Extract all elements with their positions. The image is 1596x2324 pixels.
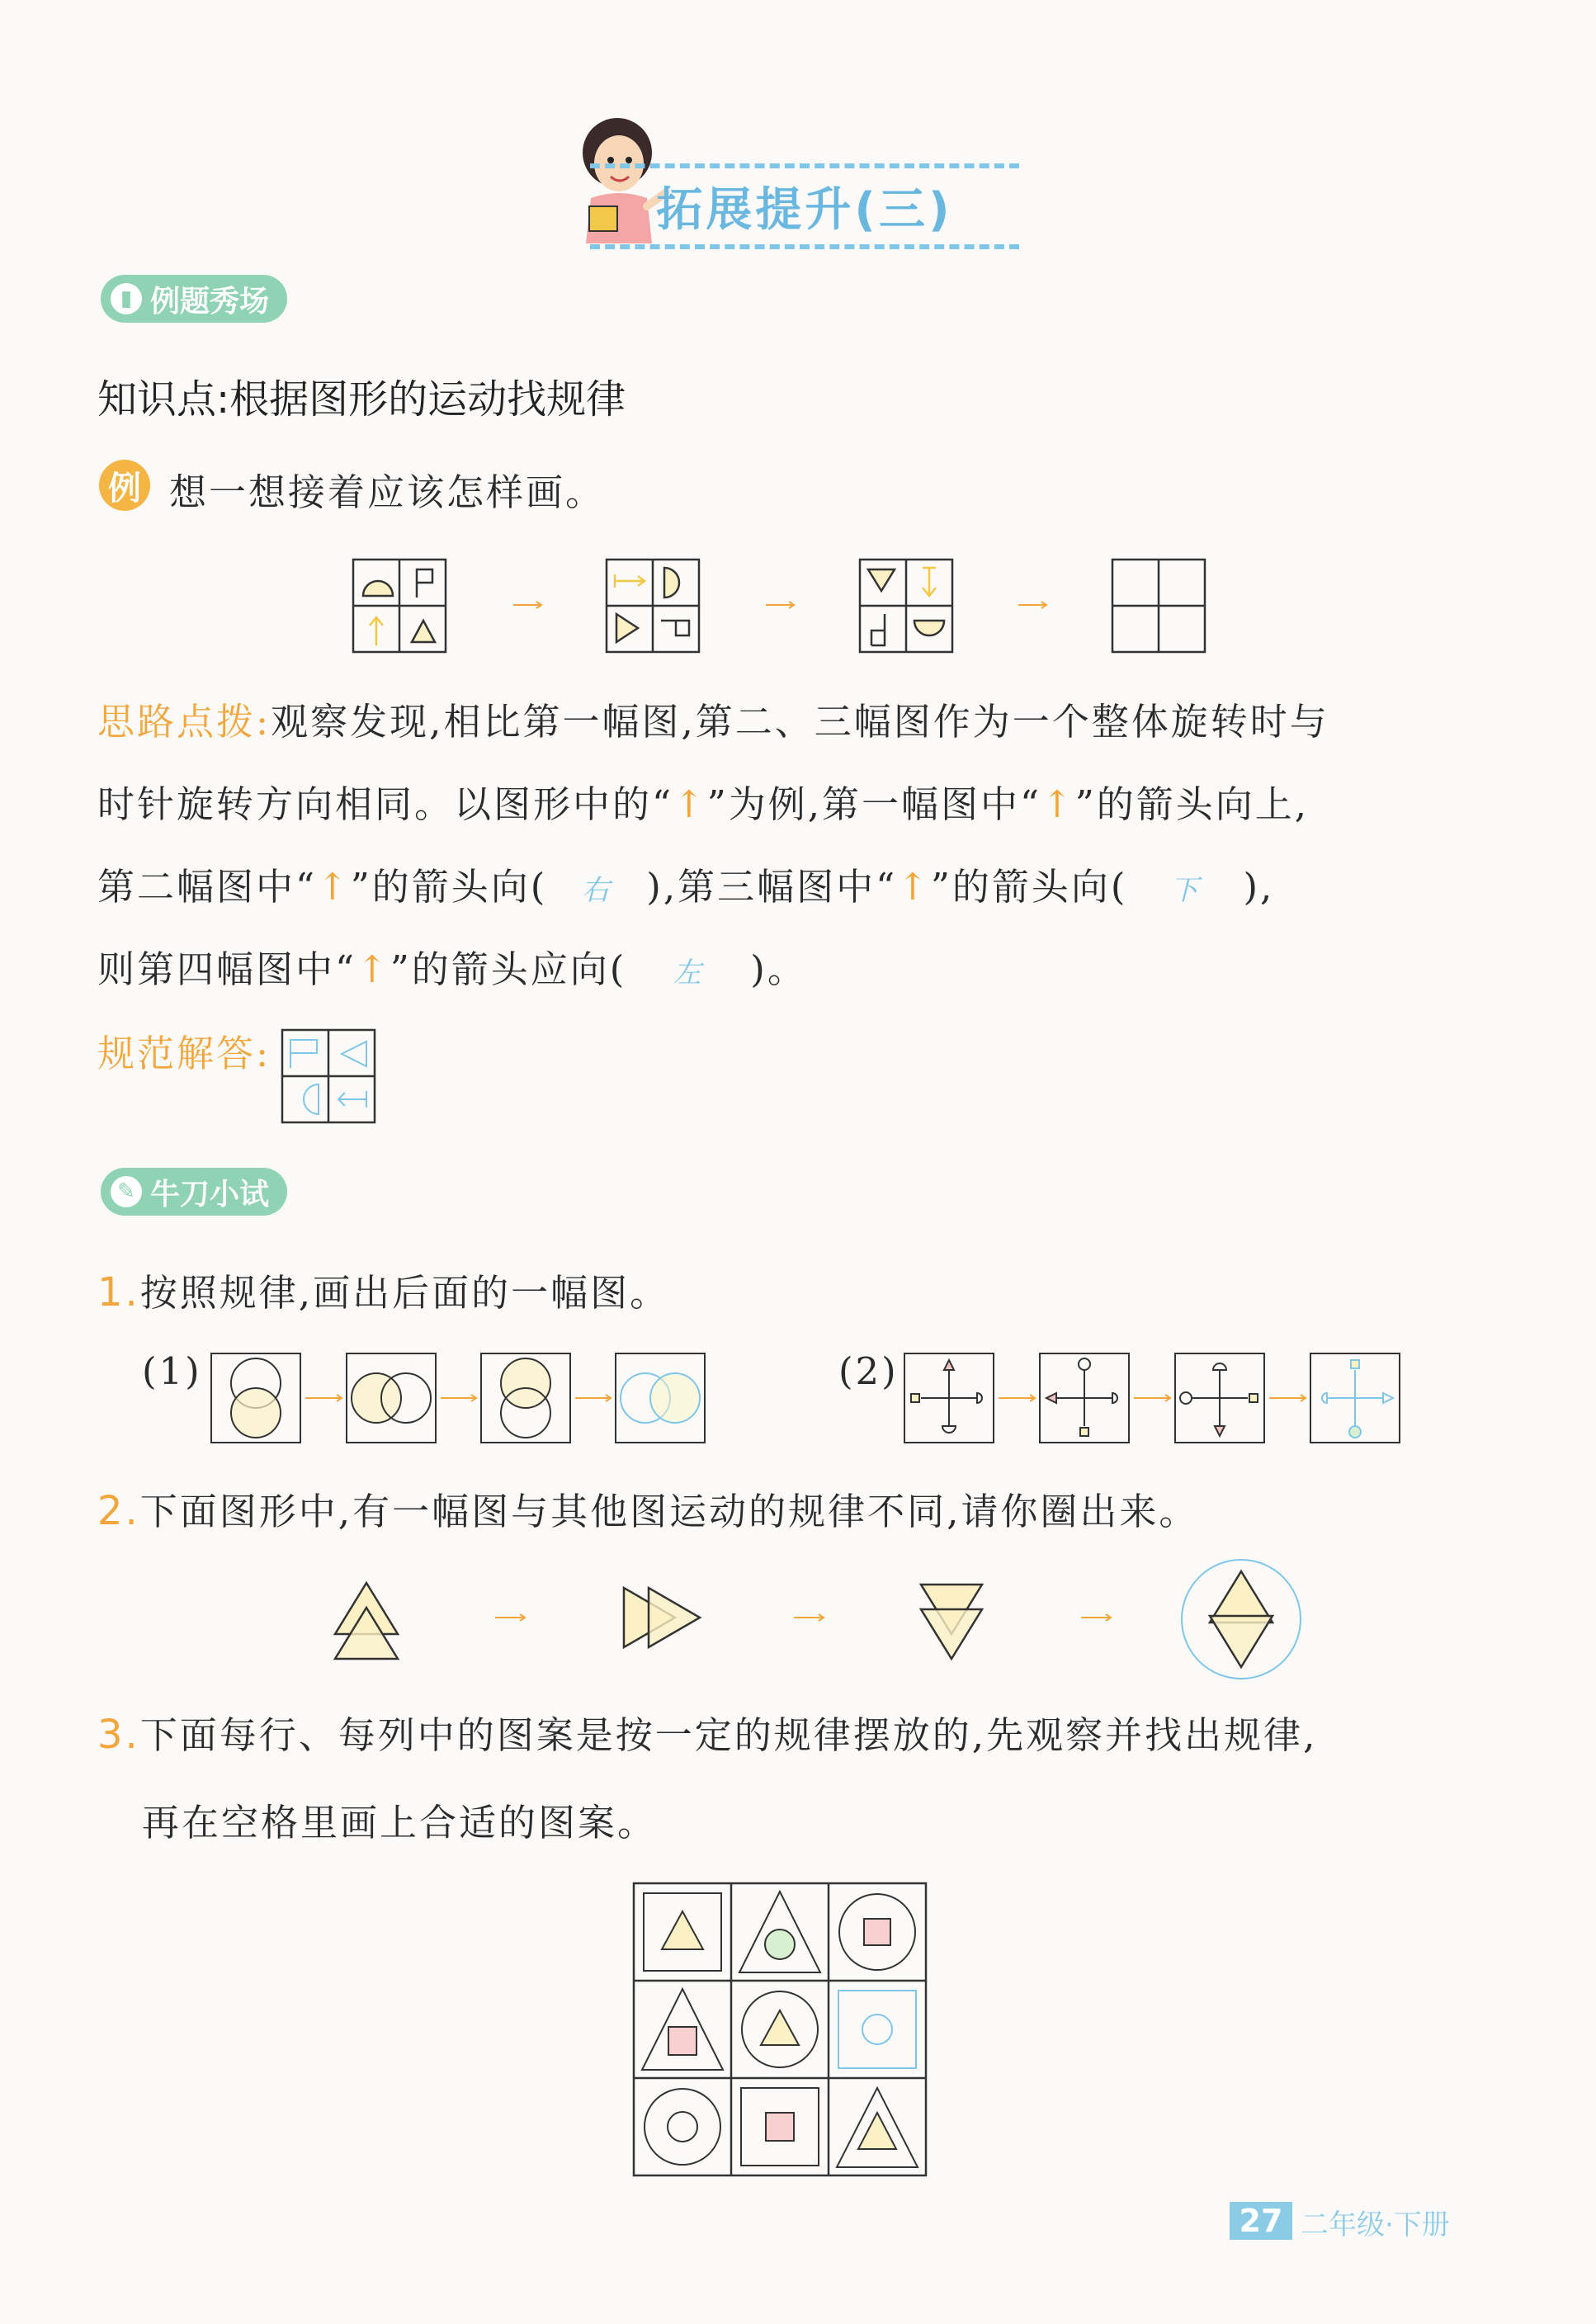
question-2: 2.下面图形中,有一幅图与其他图运动的规律不同,请你圈出来。: [97, 1488, 1199, 1534]
small-arrow-icon: ↑: [317, 865, 351, 909]
example-badge: 例: [99, 460, 150, 511]
book-icon: ▮: [111, 283, 142, 314]
small-arrow-icon: ↑: [357, 947, 390, 991]
answer-down: 下: [1169, 874, 1201, 907]
hint-line-2: 时针旋转方向相同。以图形中的“↑”为例,第一幅图中“↑”的箭头向上,: [97, 782, 1310, 826]
hint-line-4: 则第四幅图中“↑”的箭头应向( 左 )。: [97, 947, 807, 991]
knowledge-point: 知识点:根据图形的运动找规律: [97, 376, 626, 423]
answer-label: 规范解答:: [97, 1032, 272, 1075]
example-prompt: 想一想接着应该怎样画。: [169, 470, 606, 514]
pencil-icon: ✎: [111, 1176, 142, 1207]
question-3-line-2: 再在空格里画上合适的图案。: [142, 1801, 658, 1845]
hint-line-1: 思路点拨:观察发现,相比第一幅图,第二、三幅图作为一个整体旋转时与: [97, 700, 1329, 744]
q3-answer-cell: [838, 1991, 916, 2068]
answer-right: 右: [581, 874, 612, 907]
question-1: 1.按照规律,画出后面的一幅图。: [97, 1269, 670, 1316]
answer-left: 左: [673, 957, 704, 990]
hint-line-3: 第二幅图中“↑”的箭头向( 右 ),第三幅图中“↑”的箭头向( 下 ),: [97, 865, 1275, 909]
small-arrow-icon: ↑: [1041, 782, 1075, 826]
small-arrow-icon: ↑: [897, 865, 931, 909]
small-arrow-icon: ↑: [673, 782, 707, 826]
section-label: 牛刀小试: [150, 1177, 270, 1212]
q1-sub1-label: (1): [142, 1349, 202, 1393]
page-title: 拓展提升(三): [656, 183, 953, 237]
page-number: 27: [1230, 2202, 1292, 2240]
q1-sub2-label: (2): [838, 1349, 899, 1393]
grade-label: 二年级·下册: [1301, 2208, 1450, 2241]
question-3-line-1: 3.下面每行、每列中的图案是按一定的规律摆放的,先观察并找出规律,: [97, 1712, 1318, 1758]
section-label: 例题秀场: [150, 284, 270, 319]
hint-label: 思路点拨:: [97, 700, 272, 744]
